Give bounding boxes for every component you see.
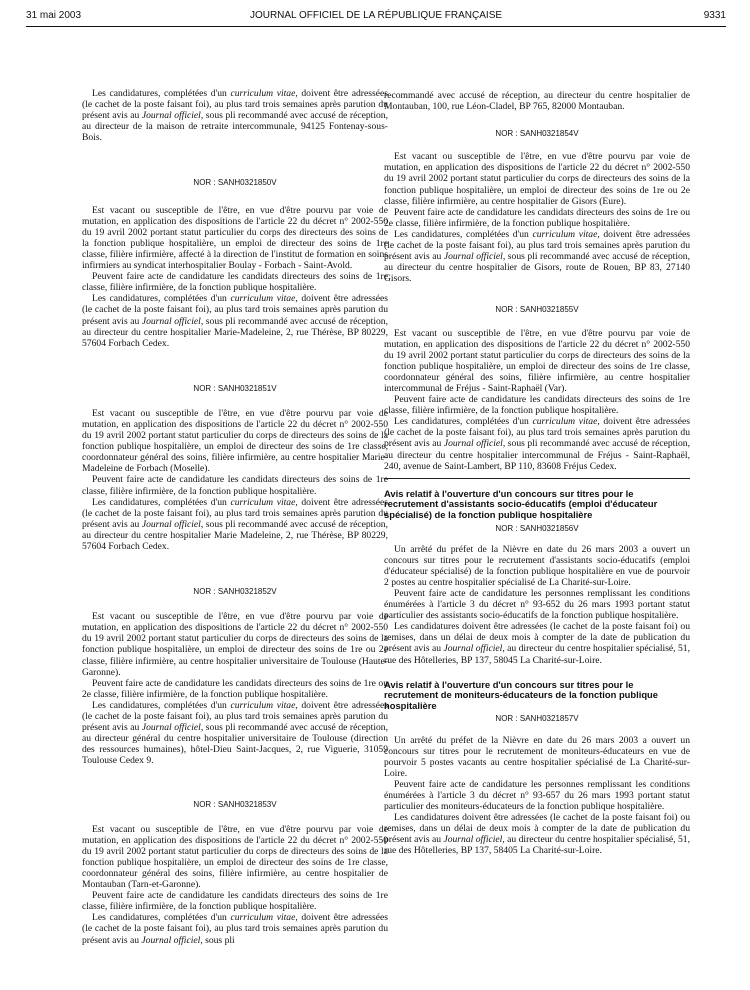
page-header xyxy=(26,10,726,32)
paragraph: Est vacant ou susceptible de l'être, en vue d'être pourvu par voie de mutation, en application des dispositions de l'article 22 du décret n° 2002-550 du 19 avril 2002 portant statut particulier du corps de directeurs des soins de la fonction publique hospitalière, un emploi de directeur des soins de 1re ou 2e classe, filière infirmière, au centre hospitalier de Gisors (Eure). xyxy=(384,151,690,207)
nor-reference: NOR : SANH0321855V xyxy=(495,305,579,315)
paragraph: Peuvent faire acte de candidature les candidats directeurs des soins de 1re classe, filière infirmière, de la fonction publique hospitalière. xyxy=(384,394,690,417)
journal-title: JOURNAL OFFICIEL DE LA RÉPUBLIQUE FRANÇAISE xyxy=(249,10,503,21)
paragraph: Peuvent faire acte de candidature les candidats directeurs des soins de 1re classe, filière infirmière, de la fonction publique hospitalière. xyxy=(82,474,388,497)
nor-reference: NOR : SANH0321857V xyxy=(495,714,579,724)
paragraph: Un arrêté du préfet de la Nièvre en date du 26 mars 2003 a ouvert un concours sur titres pour le recrutement de moniteurs-éducateurs en vue de pourvoir 5 postes vacants au centre hospitalier spécialisé de La Charité-sur-Loire. xyxy=(384,734,690,779)
paragraph: Les candidatures doivent être adressées (le cachet de la poste faisant foi) ou remises, dans un délai de deux mois à compter de la date de publication du présent avis au Journal officiel, au directeur du centre hospitalier spécialisé, 51, rue des Hôtelleries, BP 137, 58405 La Charité-sur-Loire. xyxy=(384,812,690,857)
notice-title: Avis relatif à l'ouverture d'un concours sur titres pour le recrutement de moniteurs-éducateurs de la fonction publique hospitalière xyxy=(384,678,658,711)
paragraph: Un arrêté du préfet de la Nièvre en date du 26 mars 2003 a ouvert un concours sur titres pour le recrutement d'assistants socio-éducatifs (emploi d'éducateur spécialisé) de la fonction publique hospitalière en vue de pourvoir 2 postes au centre hospitalier spécialisé de La Charité-sur-Loire. xyxy=(384,543,690,588)
issue-date: 31 mai 2003 xyxy=(26,10,82,21)
paragraph: Peuvent faire acte de candidature les personnes remplissant les conditions énumérées à l'article 3 du décret n° 93-657 du 26 mars 1993 portant statut particulier des moniteurs-éducateurs de la fonction publique hospitalière. xyxy=(384,778,690,813)
paragraph: Les candidatures, complétées d'un curriculum vitae, doivent être adressées (le cachet de la poste faisant foi), au plus tard trois semaines après parution du présent avis au Journal officiel, sous pli recommandé avec accusé de réception, au directeur général du centre hospitalier universitaire de Toulouse (direction des ressources humaines), hôtel-Dieu Saint-Jacques, 2, rue Viguerie, 31059 Toulouse Cedex 9. xyxy=(82,699,389,767)
paragraph: Les candidatures, complétées d'un curriculum vitae, doivent être adressées (le cachet de la poste faisant foi), au plus tard trois semaines après parution du présent avis au Journal officiel, sous pli recommandé avec accusé de réception, au directeur de la maison de retraite intercommunale, 94125 Fontenay-sous-Bois. xyxy=(82,88,389,144)
nor-reference: NOR : SANH0321851V xyxy=(193,383,277,393)
paragraph: Peuvent faire acte de candidature les candidats directeurs des soins de 1re ou 2e classe, filière infirmière, de la fonction publique hospitalière. xyxy=(82,677,388,700)
nor-reference: NOR : SANH0321854V xyxy=(495,129,579,139)
nor-reference: NOR : SANH0321852V xyxy=(193,587,277,597)
spacer xyxy=(82,143,388,177)
nor-reference: NOR : SANH0321853V xyxy=(193,799,277,809)
nor-reference: NOR : SANH0321850V xyxy=(193,178,277,188)
nor-reference: NOR : SANH0321856V xyxy=(495,523,579,533)
paragraph: Les candidatures doivent être adressées (le cachet de la poste faisant foi) ou remises, dans un délai de deux mois à compter de la date de publication du présent avis au Journal officiel, au directeur du centre hospitalier spécialisé, 51, rue des Hôtelleries, BP 137, 58045 La Charité-sur-Loire. xyxy=(384,621,690,666)
paragraph: Les candidatures, complétées d'un curriculum vitae, doivent être adressées (le cachet de la poste faisant foi), au plus tard trois semaines après parution du présent avis au Journal officiel, sous pli recommandé avec accusé de réception, au directeur du centre hospitalier Marie-Madeleine, 2, rue Thérèse, BP 80229, 57604 Forbach Cedex. xyxy=(82,293,389,349)
paragraph: Peuvent faire acte de candidature les candidats directeurs des soins de 1re ou 2e classe, filière infirmière, de la fonction publique hospitalière. xyxy=(384,206,690,229)
paragraph: Peuvent faire acte de candidature les personnes remplissant les conditions énumérées à l'article 3 du décret n° 93-652 du 26 mars 1993 portant statut particulier des assistants socio-éducatifs de la fonction publique hospitalière. xyxy=(384,587,690,622)
paragraph: Est vacant ou susceptible de l'être, en vue d'être pourvu par voie de mutation, en application des dispositions de l'article 22 du décret n° 2002-550 du 19 avril 2002 portant statut particulier du corps de directeurs des soins de la fonction publique hospitalière, un emploi de directeur des soins de 1re classe, coordonnateur général des soins, filière infirmière, au centre hospitalier de Montauban (Tarn-et-Garonne). xyxy=(82,823,388,891)
page-number: 9331 xyxy=(703,10,726,21)
paragraph: Les candidatures, complétées d'un curriculum vitae, doivent être adressées (le cachet de la poste faisant foi), au plus tard trois semaines après parution du présent avis au Journal officiel, sous pli recommandé avec accusé de réception, au directeur du centre hospitalier intercommunal de Fréjus - Saint-Raphaël, 240, avenue de Saint-Lambert, BP 110, 83608 Fréjus Cedex. xyxy=(384,416,691,472)
paragraph: Est vacant ou susceptible de l'être, en vue d'être pourvu par voie de mutation, en application des dispositions de l'article 22 du décret n° 2002-550 du 19 avril 2002 portant statut particulier du corps de directeurs des soins de la fonction publique hospitalière, un emploi de directeur des soins de 1re classe, coordonnateur général des soins, filière infirmière, au centre hospitalier Marie-Madeleine de Forbach (Moselle). xyxy=(82,407,388,475)
notice-title: Avis relatif à l'ouverture d'un concours sur titres pour le recrutement d'assistants socio-éducatifs (emploi d'éducateur spécialisé) de la fonction publique hospitalière xyxy=(384,487,658,520)
paragraph: recommandé avec accusé de réception, au directeur du centre hospitalier de Montauban, 100, rue Léon-Cladel, BP 765, 82000 Montauban. xyxy=(384,90,690,113)
paragraph: Est vacant ou susceptible de l'être, en vue d'être pourvu par voie de mutation, en application des dispositions de l'article 22 du décret n° 2002-550 du 19 avril 2002 portant statut particulier du corps des directeurs des soins de la fonction publique hospitalière, un emploi de directeur des soins de 1re classe, filière infirmière, affecté à la direction de l'institut de formation en soins infirmiers au syndicat interhospitalier Boulay - Forbach - Saint-Avold. xyxy=(82,204,388,272)
paragraph: Peuvent faire acte de candidature les candidats directeurs des soins de 1re classe, filière infirmière, de la fonction publique hospitalière. xyxy=(82,890,388,913)
paragraph: Les candidatures, complétées d'un curriculum vitae, doivent être adressées (le cachet de la poste faisant foi), au plus tard trois semaines après parution du présent avis au Journal officiel, sous pli recommandé avec accusé de réception, au directeur du centre hospitalier de Gisors, route de Rouen, BP 83, 27140 Gisors. xyxy=(384,228,691,285)
paragraph: Est vacant ou susceptible de l'être, en vue d'être pourvu par voie de mutation, en application des dispositions de l'article 22 du décret n° 2002-550 du 19 avril 2002 portant statut particulier du corps de directeurs des soins de la fonction publique hospitalière, un emploi de directeur des soins de 1re classe, coordonnateur général des soins, filière infirmière, au centre hospitalier intercommunal de Fréjus - Saint-Raphaël (Var). xyxy=(384,327,690,394)
paragraph: Les candidatures, complétées d'un curriculum vitae, doivent être adressées (le cachet de la poste faisant foi), au plus tard trois semaines après parution du présent avis au Journal officiel, sous pli xyxy=(82,912,388,946)
header-rule xyxy=(26,26,726,27)
paragraph: Peuvent faire acte de candidature les candidats directeurs des soins de 1re classe, filière infirmière, de la fonction publique hospitalière. xyxy=(82,271,388,294)
paragraph: Est vacant ou susceptible de l'être, en vue d'être pourvu par voie de mutation, en application des dispositions de l'article 22 du décret n° 2002-550 du 19 avril 2002 portant statut particulier du corps de directeurs des soins de la fonction publique hospitalière, un emploi de directeur des soins de 1re ou 2e classe, filière infirmière, au centre hospitalier universitaire de Toulouse (Haute-Garonne). xyxy=(82,611,388,678)
left-column xyxy=(82,88,388,946)
paragraph: Les candidatures, complétées d'un curriculum vitae, doivent être adressées (le cachet de la poste faisant foi), au plus tard trois semaines après parution du présent avis au Journal officiel, sous pli recommandé avec accusé de réception, au directeur du centre hospitalier Marie Madeleine, 2, rue Thérèse, BP 80229, 57604 Forbach Cedex. xyxy=(82,496,389,552)
right-column xyxy=(384,90,690,857)
